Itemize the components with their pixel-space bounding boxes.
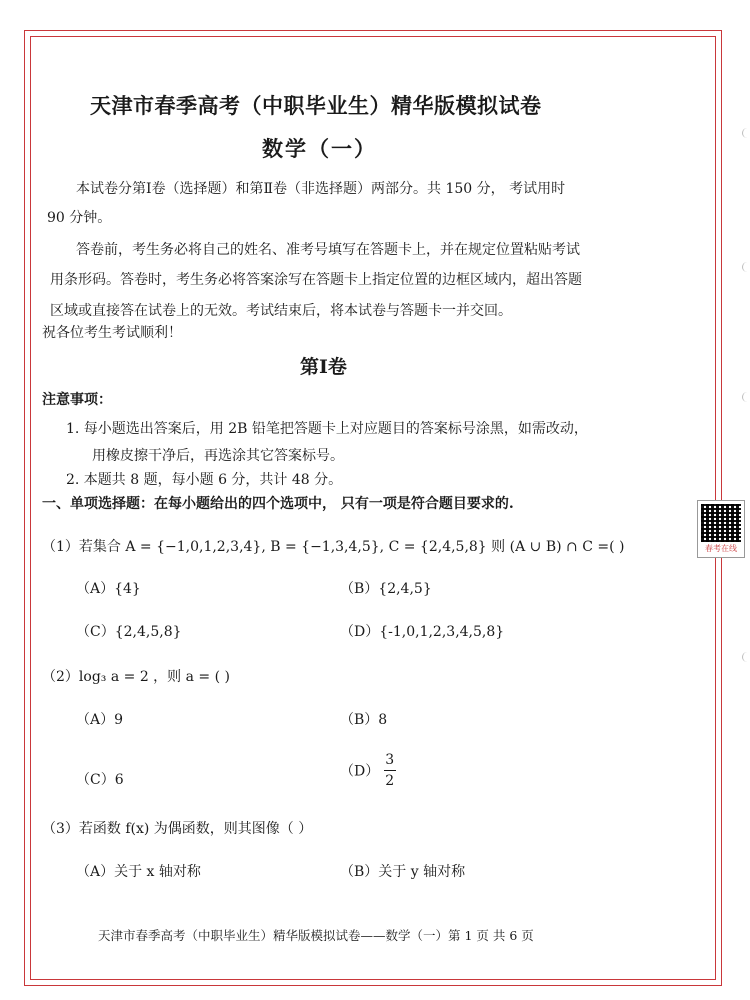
question-1: （1）若集合 A = {−1,0,1,2,3,4}, B = {−1,3,4,5}, C = {2,4,5,8} 则 (A ∪ B) ∩ C =( ) — [42, 539, 625, 555]
binding-mark — [742, 262, 749, 272]
intro-line-5: 区域或直接答在试卷上的无效。考试结束后，将本试卷与答题卡一并交回。 — [50, 303, 512, 319]
qr-code-icon — [701, 504, 741, 542]
intro-line-3: 答卷前，考生务必将自己的姓名、准考号填写在答题卡上，并在规定位置粘贴考试 — [76, 242, 580, 258]
fraction — [384, 752, 396, 789]
q2-option-c: （C）6 — [76, 772, 124, 788]
notice-title: 注意事项： — [42, 392, 112, 408]
part-one-heading: 一、单项选择题：在每小题给出的四个选项中， 只有一项是符合题目要求的. — [42, 496, 514, 512]
question-3: （3）若函数 f(x) 为偶函数，则其图像（ ） — [42, 821, 313, 837]
notice-item-2: 2. 本题共 8 题，每小题 6 分，共计 48 分。 — [66, 472, 343, 488]
q2-option-d — [340, 752, 396, 789]
fraction-numerator: 3 — [385, 752, 395, 768]
question-2: （2）log₃ a = 2 ，则 a = ( ) — [42, 669, 230, 685]
intro-line-6: 祝各位考生考试顺利！ — [42, 325, 182, 341]
section-title: 第Ⅰ卷 — [300, 356, 347, 378]
q3-option-b: （B）关于 y 轴对称 — [340, 864, 466, 880]
q1-option-b: （B）{2,4,5} — [340, 581, 432, 597]
q2-option-a: （A）9 — [76, 712, 124, 728]
notice-item-1-cont: 用橡皮擦干净后，再选涂其它答案标号。 — [92, 448, 344, 464]
binding-mark — [742, 128, 749, 138]
fraction-denominator: 2 — [385, 773, 395, 789]
q2-option-d-label: （D） — [340, 763, 380, 780]
q1-option-d: （D）{-1,0,1,2,3,4,5,8} — [340, 624, 505, 640]
intro-line-1: 本试卷分第Ⅰ卷（选择题）和第Ⅱ卷（非选择题）两部分。共 150 分， 考试用时 — [76, 181, 566, 197]
q2-option-b: （B）8 — [340, 712, 388, 728]
binding-mark — [742, 652, 749, 662]
intro-line-2: 90 分钟。 — [47, 210, 112, 226]
q1-option-c: （C）{2,4,5,8} — [76, 624, 182, 640]
exam-subtitle: 数学（一） — [262, 136, 377, 161]
qr-label: 春考在线 — [705, 544, 737, 553]
qr-code[interactable] — [697, 500, 745, 558]
notice-item-1: 1. 每小题选出答案后，用 2B 铅笔把答题卡上对应题目的答案标号涂黑，如需改动， — [66, 421, 588, 437]
q3-option-a: （A）关于 x 轴对称 — [76, 864, 201, 880]
exam-title: 天津市春季高考（中职毕业生）精华版模拟试卷 — [90, 93, 542, 118]
binding-mark — [742, 392, 749, 402]
q1-option-a: （A）{4} — [76, 581, 141, 597]
fraction-bar — [384, 770, 396, 771]
intro-line-4: 用条形码。答卷时，考生务必将答案涂写在答题卡上指定位置的边框区域内，超出答题 — [50, 272, 582, 288]
page-footer: 天津市春季高考（中职毕业生）精华版模拟试卷——数学（一）第 1 页 共 6 页 — [98, 928, 534, 943]
